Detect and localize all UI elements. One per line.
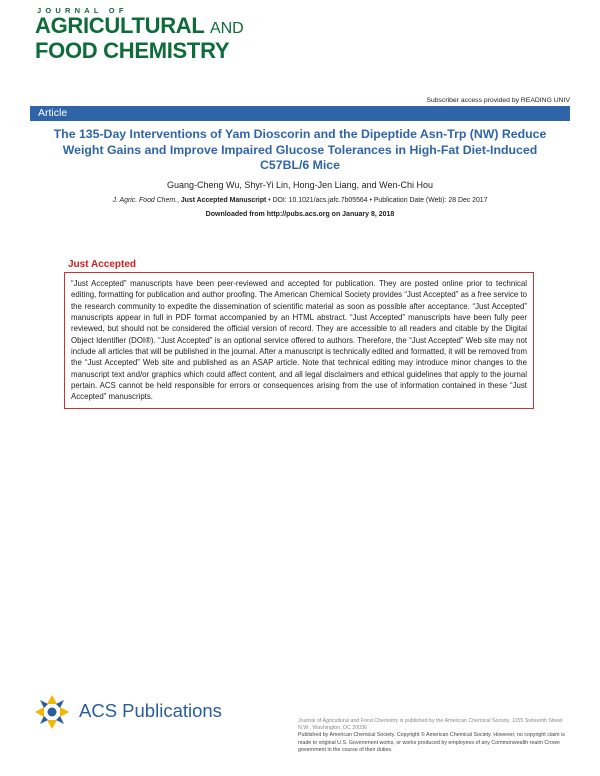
footer-note-copyright: Published by American Chemical Society. Copyright © American Chemical Society. However, no copyright claim is made to original U.S. Government works, or works produced by employees of any Commonwealth realm Crown government in the course of their duties. <box>298 732 565 753</box>
citation-status: Just Accepted Manuscript <box>180 197 267 204</box>
acs-logo-icon <box>34 694 70 730</box>
paper-title: The 135-Day Interventions of Yam Dioscorin and the Dipeptide Asn-Trp (NW) Reduce Weight Gains and Improve Impaired Glucose Tolerances in High-Fat Diet-Induced C57BL/6 Mice <box>53 127 547 172</box>
just-accepted-body: “Just Accepted” manuscripts have been peer-reviewed and accepted for publication. They are posted online prior to technical editing, formatting for publication and author proofing. The American Chemical Society provides “Just Accepted” as a free service to the research community to expedite the dissemination of scientific material as soon as possible after acceptance. “Just Accepted” manuscripts appear in full in PDF format accompanied by an HTML abstract. “Just Accepted” manuscripts have been fully peer reviewed, but should not be considered the official version of record. They are accessible to all readers and citable by the Digital Object Identifier (DOI®). “Just Accepted” is an optional service offered to authors. Therefore, the “Just Accepted” Web site may not include all articles that will be published in the journal. After a manuscript is technically edited and formatted, it will be removed from the “Just Accepted” Web site and published as an ASAP article. Note that technical editing may introduce minor changes to the manuscript text and/or graphics which could affect content, and all legal disclaimers and ethical guidelines that apply to the journal pertain. ACS cannot be held responsible for errors or consequences arising from the use of information contained in these “Just Accepted” manuscripts. <box>71 279 527 402</box>
journal-logo-line1: JOURNAL OF <box>37 6 128 15</box>
acs-publications-wordmark: ACS Publications <box>79 700 222 721</box>
paper-authors: Guang-Cheng Wu, Shyr-Yi Lin, Hong-Jen Liang, and Wen-Chi Hou <box>167 180 433 190</box>
journal-logo-and: AND <box>209 20 244 37</box>
citation-doi-date: • DOI: 10.1021/acs.jafc.7b05564 • Publication Date (Web): 28 Dec 2017 <box>266 197 488 204</box>
journal-logo-line2: AGRICULTURAL AND <box>35 13 244 38</box>
citation-line: J. Agric. Food Chem., Just Accepted Manuscript • DOI: 10.1021/acs.jafc.7b05564 • Publication Date (Web): 28 Dec 2017 <box>112 197 488 204</box>
acs-publications-logo <box>34 694 234 730</box>
publisher-footer-note <box>298 718 573 754</box>
just-accepted-notice <box>64 272 534 409</box>
article-type-bar <box>30 106 570 121</box>
subscriber-access-note: Subscriber access provided by READING UNIV <box>426 97 570 104</box>
citation-journal: J. Agric. Food Chem. <box>112 197 177 204</box>
just-accepted-heading: Just Accepted <box>68 259 136 270</box>
journal-logo <box>35 6 244 63</box>
article-type-label: Article <box>38 107 68 119</box>
journal-logo-line3: FOOD CHEMISTRY <box>35 38 230 63</box>
download-note: Downloaded from http://pubs.acs.org on January 8, 2018 <box>205 211 395 218</box>
footer-note-publisher: Journal of Agricultural and Food Chemistry is published by the American Chemical Society. 1155 Sixteenth Street N.W., Washington, DC 20036 <box>298 718 563 732</box>
